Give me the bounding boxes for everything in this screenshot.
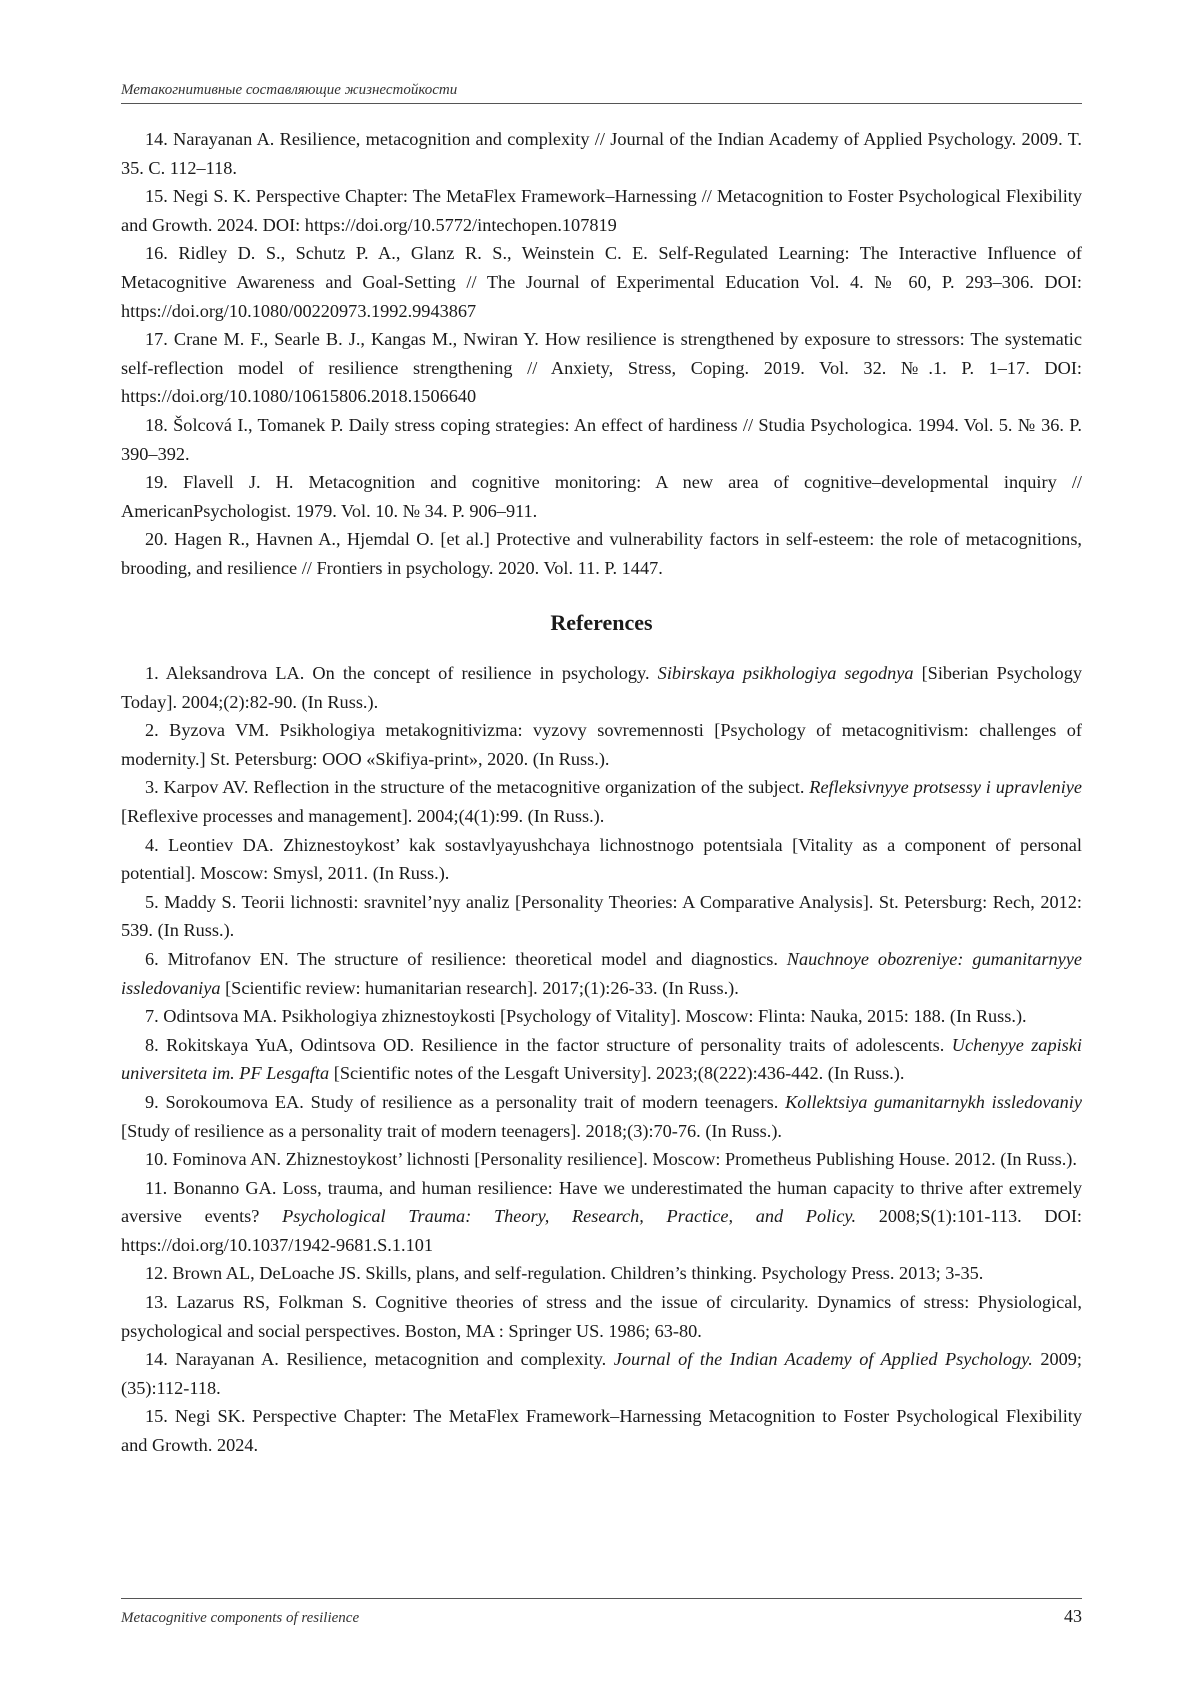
reference-entry <box>121 325 1082 411</box>
reference-text: 10. Fominova AN. Zhiznestoykost’ lichnosti [Personality resilience]. Moscow: Prometheus Publishing House. 2012. (In Russ.). <box>145 1149 1077 1170</box>
reference-list-russian <box>121 125 1082 583</box>
reference-entry <box>121 1088 1082 1145</box>
reference-entry <box>121 182 1082 239</box>
reference-journal-title: Sibirskaya psikhologiya segodnya <box>657 663 914 683</box>
reference-text: 14. Narayanan A. Resilience, metacognition and complexity // Journal of the Indian Academy of Applied Psychology. 2009. T. 35. C. 112–118. <box>121 129 1082 178</box>
reference-text: 8. Rokitskaya YuA, Odintsova OD. Resilience in the factor structure of personality traits of adolescents. <box>145 1034 952 1055</box>
reference-journal-title: Psychological Trauma: Theory, Research, Practice, and Policy. <box>282 1206 857 1227</box>
reference-entry <box>121 716 1082 773</box>
reference-entry <box>121 125 1082 182</box>
reference-journal-title: Nauchnoye obozreniye: gumanitarnyye issledovaniya <box>121 948 1082 998</box>
reference-entry <box>121 411 1082 468</box>
reference-text: 15. Negi SK. Perspective Chapter: The MetaFlex Framework–Harnessing Metacognition to Foster Psychological Flexibility and Growth. 2024. <box>121 1406 1082 1456</box>
reference-text: [Scientific notes of the Lesgaft University]. 2023;(8(222):436-442. (In Russ.). <box>329 1063 905 1084</box>
reference-text: 19. Flavell J. H. Metacognition and cognitive monitoring: A new area of cognitive–developmental inquiry // AmericanPsychologist. 1979. Vol. 10. № 34. P. 906–911. <box>121 472 1082 521</box>
running-header-title: Метакогнитивные составляющие жизнестойкости <box>121 82 458 98</box>
reference-text: [Reflexive processes and management]. 2004;(4(1):99. (In Russ.). <box>121 805 605 826</box>
reference-entry <box>121 1002 1082 1031</box>
reference-text: 13. Lazarus RS, Folkman S. Cognitive theories of stress and the issue of circularity. Dynamics of stress: Physiological, psychological and social perspectives. Boston, MA : Springer US. 1986; 63-80. <box>121 1292 1082 1341</box>
reference-text: 7. Odintsova MA. Psikhologiya zhiznestoykosti [Psychology of Vitality]. Moscow: Flinta: Nauka, 2015: 188. (In Russ.). <box>145 1006 1027 1027</box>
reference-text: 3. Karpov AV. Reflection in the structure of the metacognitive organization of the subject. <box>145 777 810 798</box>
reference-text: 14. Narayanan A. Resilience, metacognition and complexity. <box>145 1349 614 1370</box>
reference-entry <box>121 945 1082 1002</box>
reference-text: [Scientific review: humanitarian research]. 2017;(1):26-33. (In Russ.). <box>220 977 739 998</box>
reference-text: 20. Hagen R., Havnen A., Hjemdal O. [et al.] Protective and vulnerability factors in self-esteem: the role of metacognitions, brooding, and resilience // Frontiers in psychology. 2020. Vol. 11. P. 1447. <box>121 529 1082 578</box>
reference-entry <box>121 888 1082 945</box>
reference-entry <box>121 1259 1082 1288</box>
reference-entry <box>121 1145 1082 1174</box>
reference-text: [Siberian Psychology Today]. 2004;(2):82-90. (In Russ.). <box>121 663 1082 712</box>
reference-text: 2008;S(1):101-113. DOI: https://doi.org/10.1037/1942-9681.S.1.101 <box>121 1206 1082 1255</box>
reference-entry <box>121 239 1082 325</box>
reference-journal-title: Refleksivnyye protsessy i upravleniye <box>809 777 1082 798</box>
reference-text: 6. Mitrofanov EN. The structure of resilience: theoretical model and diagnostics. <box>145 948 787 969</box>
reference-journal-title: Kollektsiya gumanitarnykh issledovaniy <box>785 1091 1082 1112</box>
reference-text: 16. Ridley D. S., Schutz P. A., Glanz R. S., Weinstein C. E. Self-Regulated Learning: The Interactive Influence of Metacognitive Awareness and Goal-Setting // The Journal of Experimental Education Vol. 4. № 60, P. 293–306. DOI: https://doi.org/10.1080/00220973.1992.9943867 <box>121 243 1082 321</box>
reference-entry <box>121 1402 1082 1459</box>
reference-entry <box>121 1288 1082 1345</box>
reference-journal-title: Journal of the Indian Academy of Applied Psychology. <box>613 1349 1033 1370</box>
running-footer-title: Metacognitive components of resilience <box>121 1610 360 1626</box>
reference-text: 12. Brown AL, DeLoache JS. Skills, plans, and self-regulation. Children’s thinking. Psychology Press. 2013; 3-35. <box>145 1263 984 1284</box>
reference-text: 2. Byzova VM. Psikhologiya metakognitivizma: vyzovy sovremennosti [Psychology of metacognitivism: challenges of modernity.] St. Petersburg: OOO «Skifiya-print», 2020. (In Russ.). <box>121 720 1082 769</box>
reference-text: 15. Negi S. K. Perspective Chapter: The MetaFlex Framework–Harnessing // Metacognition to Foster Psychological Flexibility and Growth. 2024. DOI: https://doi.org/10.5772/intechopen.107819 <box>121 186 1082 235</box>
reference-text: 2009;(35):112-118. <box>121 1349 1082 1398</box>
reference-text: 9. Sorokoumova EA. Study of resilience as a personality trait of modern teenagers. <box>145 1091 786 1112</box>
reference-entry <box>121 525 1082 582</box>
reference-entry <box>121 468 1082 525</box>
reference-entry <box>121 831 1082 888</box>
reference-text: 5. Maddy S. Teorii lichnosti: sravnitel’nyy analiz [Personality Theories: A Comparative Analysis]. St. Petersburg: Rech, 2012: 539. (In Russ.). <box>121 891 1082 941</box>
reference-entry <box>121 773 1082 830</box>
reference-text: 17. Crane M. F., Searle B. J., Kangas M., Nwiran Y. How resilience is strengthened by exposure to stressors: The systematic self-reflection model of resilience strengthening // Anxiety, Stress, Coping. 2019. Vol. 32. №.1. P. 1–17. DOI: https://doi.org/10.1080/10615806.2018.1506640 <box>121 329 1082 407</box>
reference-entry <box>121 659 1082 716</box>
reference-text: 11. Bonanno GA. Loss, trauma, and human resilience: Have we underestimated the human capacity to thrive after extremely aversive events? <box>121 1177 1082 1227</box>
reference-entry <box>121 1345 1082 1402</box>
reference-text: 4. Leontiev DA. Zhiznestoykost’ kak sostavlyayushchaya lichnostnogo potentsiala [Vitality as a component of personal potential]. Moscow: Smysl, 2011. (In Russ.). <box>121 834 1082 884</box>
reference-entry <box>121 1174 1082 1260</box>
header-rule <box>121 103 1082 104</box>
reference-journal-title: Uchenyye zapiski universiteta im. PF Lesgafta <box>121 1034 1082 1084</box>
page-number: 43 <box>1064 1606 1082 1626</box>
reference-text: 1. Aleksandrova LA. On the concept of resilience in psychology. <box>145 663 658 683</box>
references-heading: References <box>550 610 653 635</box>
article-page <box>121 0 1082 1697</box>
reference-list-english <box>121 659 1082 1460</box>
reference-text: 18. Šolcová I., Tomanek P. Daily stress coping strategies: An effect of hardiness // Studia Psychologica. 1994. Vol. 5. № 36. P. 390–392. <box>121 414 1082 464</box>
reference-entry <box>121 1031 1082 1088</box>
footer-rule <box>121 1598 1082 1599</box>
reference-text: [Study of resilience as a personality trait of modern teenagers]. 2018;(3):70-76. (In Russ.). <box>121 1120 782 1141</box>
